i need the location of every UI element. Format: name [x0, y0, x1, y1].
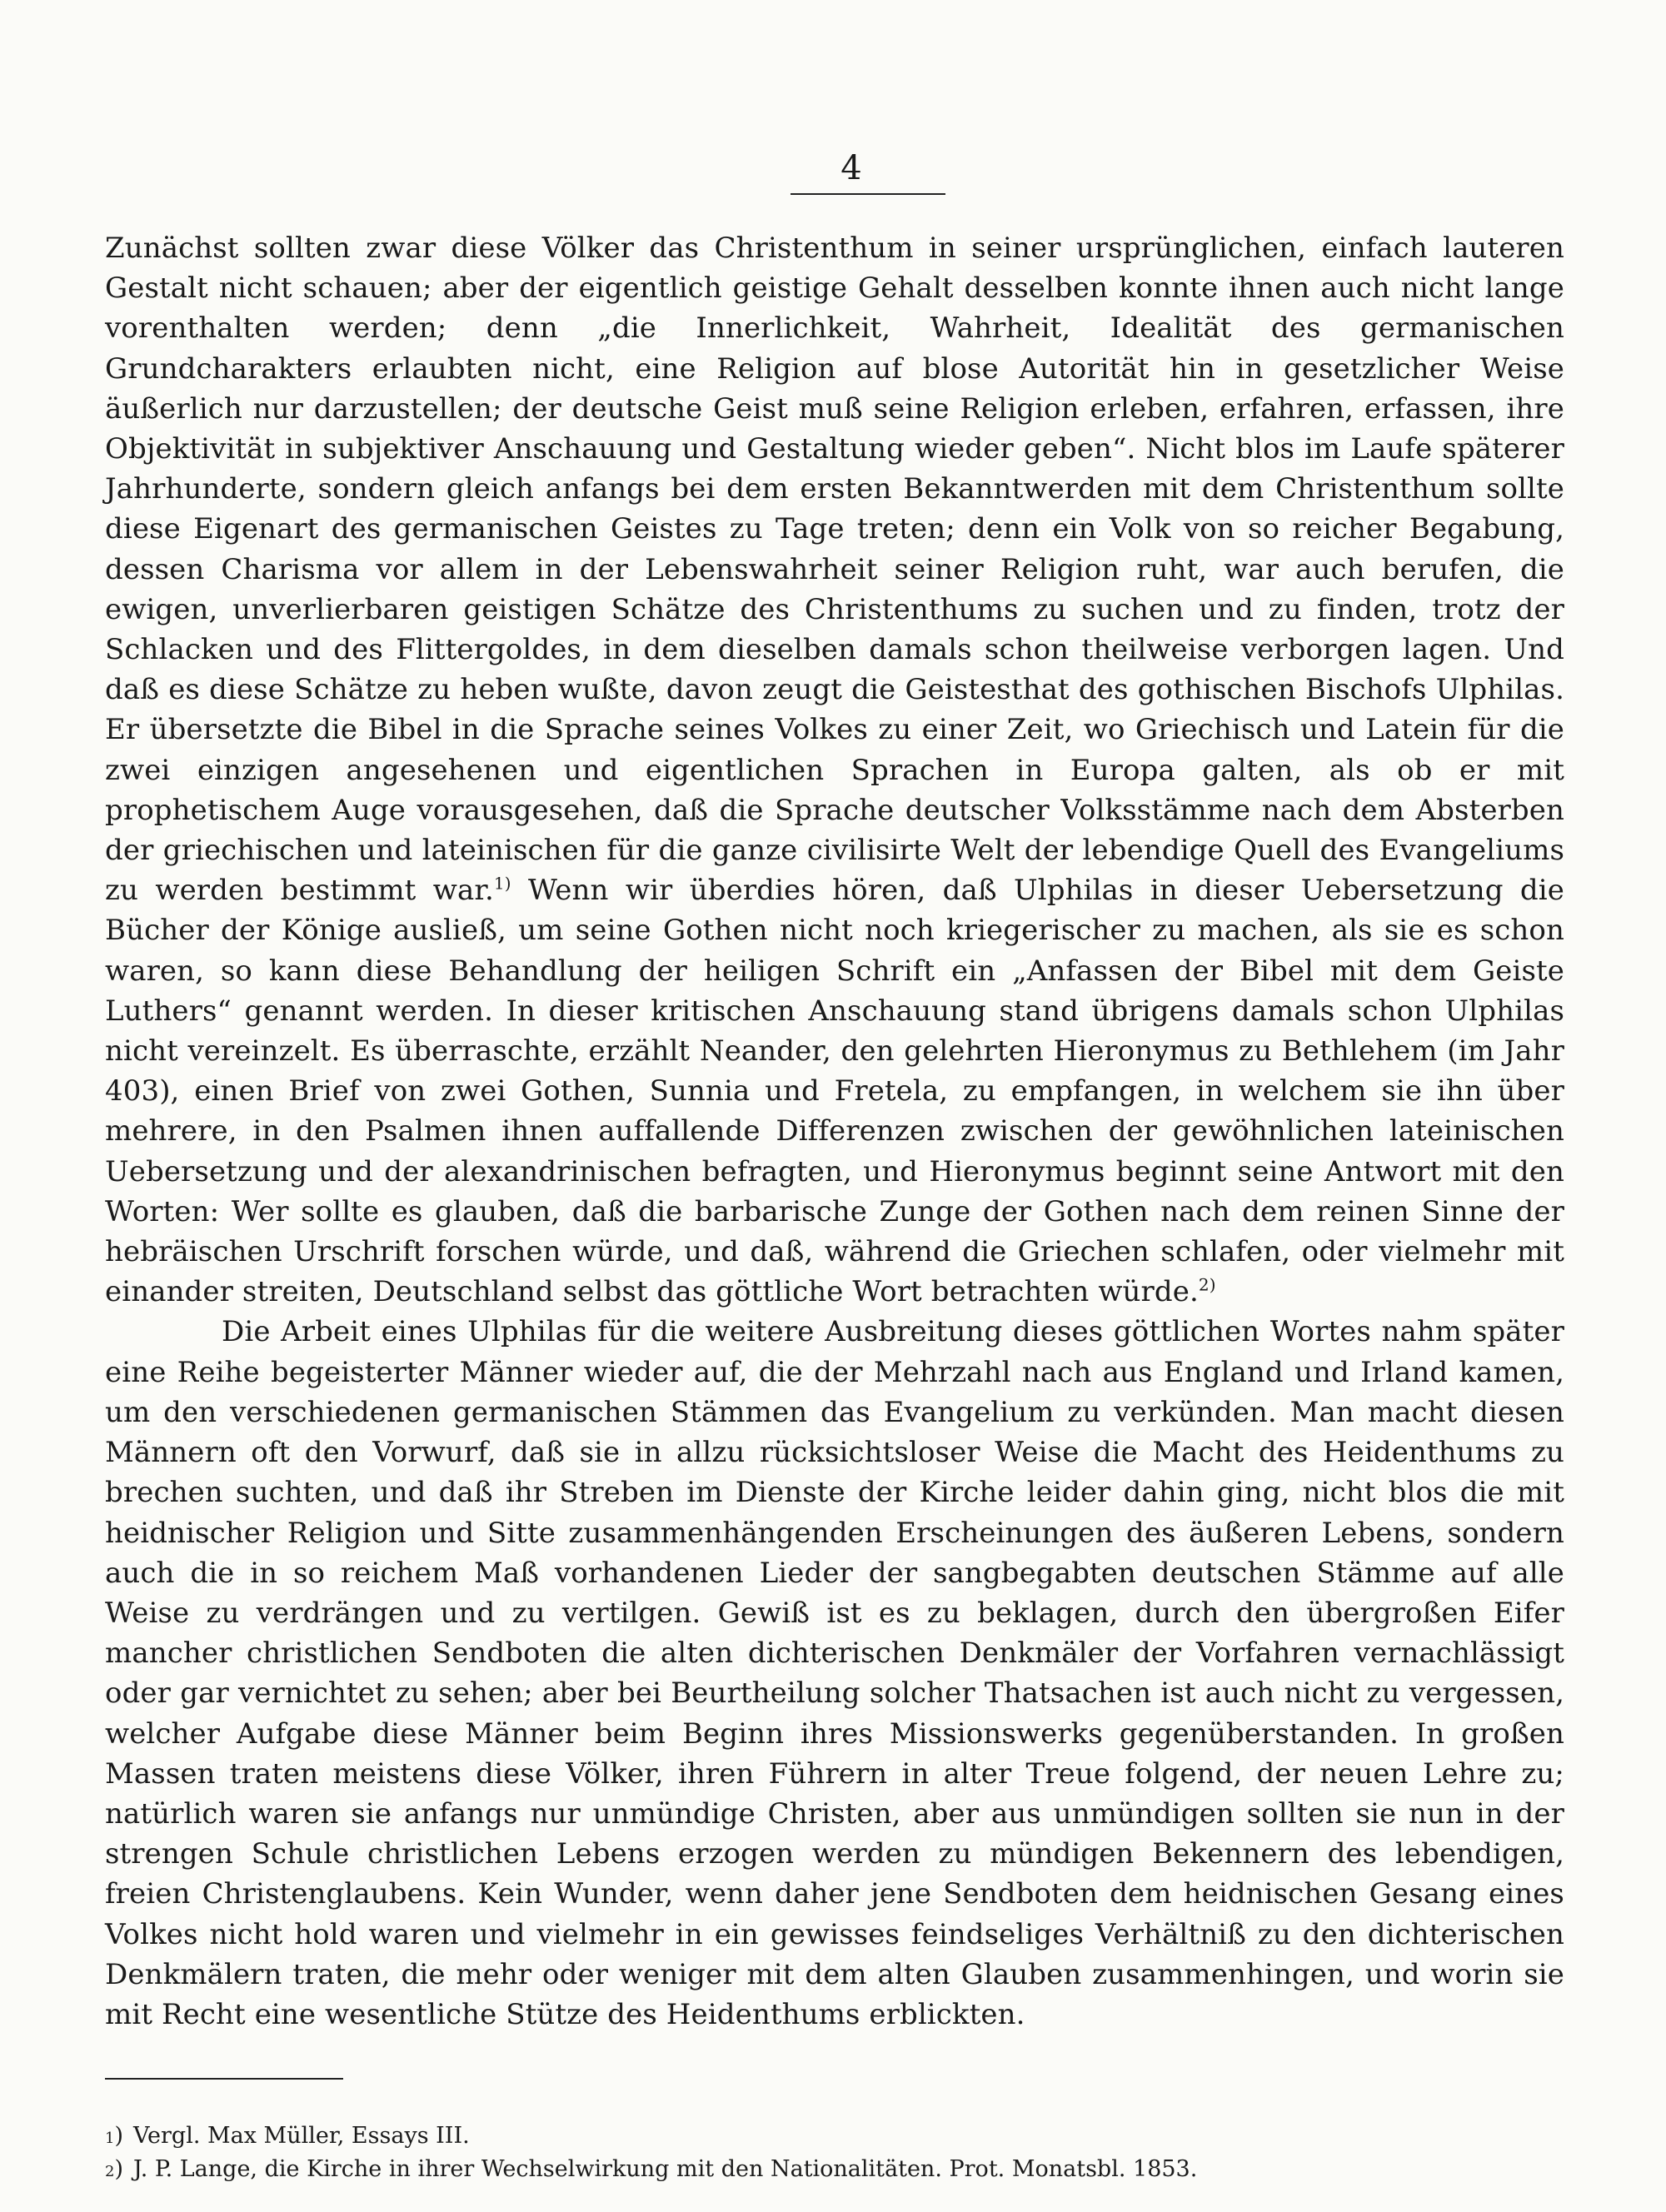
page-number: 4	[840, 149, 862, 187]
footnote-1-text: Vergl. Max Müller, Essays III.	[133, 2123, 470, 2150]
paragraph-1-part-a: Zunächst sollten zwar diese Völker das Christenthum in seiner ursprünglichen, einfach lauteren Gestalt nicht schauen; aber der eigentlich geistige Gehalt desselben konnte ihnen auch nicht lange vorenthalten werden; denn „die Innerlichkeit, Wahrheit, Idealität des germanischen Grundcharakters erlaubten nicht, eine Religion auf blose Autorität hin in gesetzlicher Weise äußerlich nur darzustellen; der deutsche Geist muß seine Religion erleben, erfahren, erfassen, ihre Objektivität in subjektiver Anschauung und Gestaltung wieder geben“. Nicht blos im Laufe späterer Jahrhunderte, sondern gleich anfangs bei dem ersten Bekanntwerden mit dem Christenthum sollte diese Eigenart des germanischen Geistes zu Tage treten; denn ein Volk von so reicher Begabung, dessen Charisma vor allem in der Lebenswahrheit seiner Religion ruht, war auch berufen, die ewigen, unverlierbaren geistigen Schätze des Christenthums zu suchen und zu finden, trotz der Schlacken und des Flittergoldes, in dem dieselben damals schon theilweise verborgen lagen. Und daß es diese Schätze zu heben wußte, davon zeugt die Geistesthat des gothischen Bischofs Ulphilas. Er übersetzte die Bibel in die Sprache seines Volkes zu einer Zeit, wo Griechisch und Latein für die zwei einzigen angesehenen und eigentlichen Sprachen in Europa galten, als ob er mit prophetischem Auge vorausgesehen, daß die Sprache deutscher Volksstämme nach dem Absterben der griechischen und lateinischen für die ganze civilisirte Welt der lebendige Quell des Evangeliums zu werden bestimmt war.	[105, 232, 1564, 908]
body-text	[105, 228, 1564, 2035]
footnote-2: 2 ) J. P. Lange, die Kirche in ihrer Wechselwirkung mit den Nationalitäten. Prot. Monatsbl. 1853.	[105, 2153, 1564, 2186]
footnote-1-paren: )	[114, 2123, 123, 2150]
footnote-1: 1 ) Vergl. Max Müller, Essays III.	[105, 2120, 1564, 2153]
footnotes	[105, 2120, 1564, 2186]
paragraph-1	[105, 228, 1564, 1312]
footnote-2-paren: )	[114, 2156, 123, 2183]
footnote-ref-1: 1)	[493, 873, 511, 894]
footnote-2-text: J. P. Lange, die Kirche in ihrer Wechselwirkung mit den Nationalitäten. Prot. Monatsbl. 1853.	[133, 2156, 1198, 2183]
page-number-rule	[791, 193, 945, 195]
footnote-ref-2: 2)	[1198, 1274, 1216, 1295]
paragraph-2: Die Arbeit eines Ulphilas für die weitere Ausbreitung dieses göttlichen Wortes nahm später eine Reihe begeisterter Männer wieder auf, die der Mehrzahl nach aus England und Irland kamen, um den verschiedenen germanischen Stämmen das Evangelium zu verkünden. Man macht diesen Männern oft den Vorwurf, daß sie in allzu rücksichtsloser Weise die Macht des Heidenthums zu brechen suchten, und daß ihr Streben im Dienste der Kirche leider dahin ging, nicht blos die mit heidnischer Religion und Sitte zusammenhängenden Erscheinungen des äußeren Lebens, sondern auch die in so reichem Maß vorhandenen Lieder der sangbegabten deutschen Stämme auf alle Weise zu verdrängen und zu vertilgen. Gewiß ist es zu beklagen, durch den übergroßen Eifer mancher christlichen Sendboten die alten dichterischen Denkmäler der Vorfahren vernachlässigt oder gar vernichtet zu sehen; aber bei Beurtheilung solcher Thatsachen ist auch nicht zu vergessen, welcher Aufgabe diese Männer beim Beginn ihres Missionswerks gegenüberstanden. In großen Massen traten meistens diese Völker, ihren Führern in alter Treue folgend, der neuen Lehre zu; natürlich waren sie anfangs nur unmündige Christen, aber aus unmündigen sollten sie nun in der strengen Schule christlichen Lebens erzogen werden zu mündigen Bekennern des lebendigen, freien Christenglaubens. Kein Wunder, wenn daher jene Sendboten dem heidnischen Gesang eines Volkes nicht hold waren und vielmehr in ein gewisses feindseliges Verhältniß zu den dichterischen Denkmälern traten, die mehr oder weniger mit dem alten Glauben zusammenhingen, und worin sie mit Recht eine wesentliche Stütze des Heidenthums erblickten.	[105, 1315, 1564, 2031]
paragraph-1-part-b: Wenn wir überdies hören, daß Ulphilas in dieser Uebersetzung die Bücher der Könige ausließ, um seine Gothen nicht noch kriegerischer zu machen, als sie es schon waren, so kann diese Behandlung der heiligen Schrift ein „Anfassen der Bibel mit dem Geiste Luthers“ genannt werden. In dieser kritischen Anschauung stand übrigens damals schon Ulphilas nicht vereinzelt. Es überraschte, erzählt Neander, den gelehrten Hieronymus zu Bethlehem (im Jahr 403), einen Brief von zwei Gothen, Sunnia und Fretela, zu empfangen, in welchem sie ihn über mehrere, in den Psalmen ihnen auffallende Differenzen zwischen der gewöhnlichen lateinischen Uebersetzung und der alexandrinischen befragten, und Hieronymus beginnt seine Antwort mit den Worten: Wer sollte es glauben, daß die barbarische Zunge der Gothen nach dem reinen Sinne der hebräischen Urschrift forschen würde, und daß, während die Griechen schlafen, oder vielmehr mit einander streiten, Deutschland selbst das göttliche Wort betrachten würde.	[105, 874, 1564, 1309]
footnote-rule	[105, 2078, 343, 2080]
page	[105, 148, 1564, 2186]
